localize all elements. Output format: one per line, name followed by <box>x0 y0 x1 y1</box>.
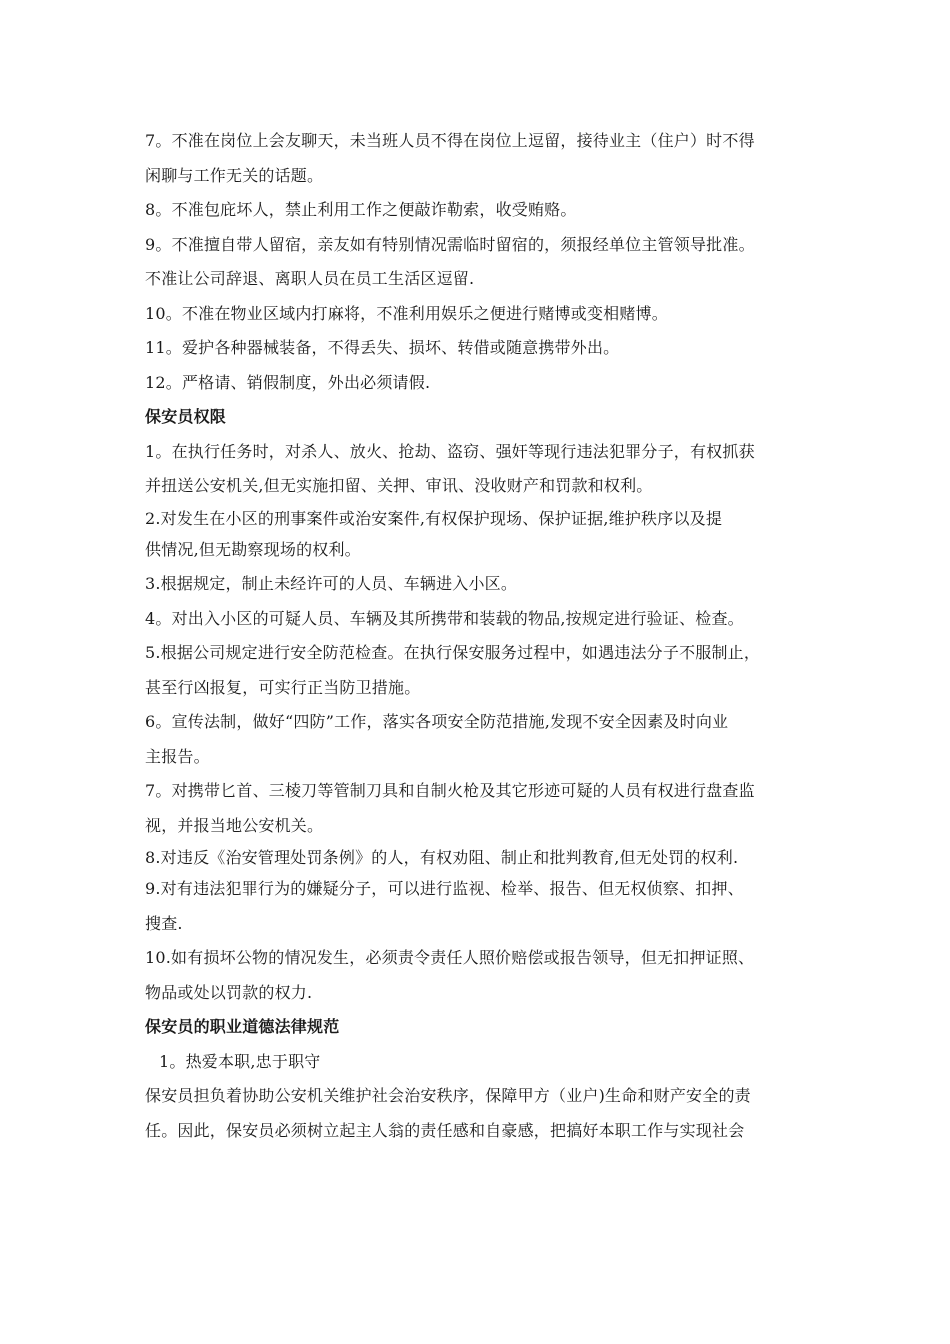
powers-line: 3.根据规定，制止未经许可的人员、车辆进入小区。 <box>145 574 518 593</box>
section-heading-powers: 保安员权限 <box>145 407 227 426</box>
powers-line: 视，并报当地公安机关。 <box>145 815 324 835</box>
powers-line: 搜查. <box>145 913 183 933</box>
powers-line: 8.对违反《治安管理处罚条例》的人，有权劝阻、制止和批判教育,但无处罚的权利. <box>145 848 739 867</box>
document-body <box>145 124 810 1148</box>
powers-line: 5.根据公司规定进行安全防范检查。在执行保安服务过程中，如遇违法分子不服制止， <box>145 643 761 662</box>
powers-line: 10.如有损坏公物的情况发生，必须责令责任人照价赔偿或报告领导，但无扣押证照、 <box>145 948 755 967</box>
rule-line: 闲聊与工作无关的话题。 <box>145 165 324 185</box>
ethics-line: 任。因此，保安员必须树立起主人翁的责任感和自豪感，把搞好本职工作与实现社会 <box>145 1120 745 1140</box>
section-heading-ethics: 保安员的职业道德法律规范 <box>145 1017 340 1036</box>
powers-line: 6。宣传法制，做好“四防”工作，落实各项安全防范措施,发现不安全因素及时向业 <box>145 712 729 731</box>
powers-line: 主报告。 <box>145 746 210 766</box>
ethics-subheading: 1。热爱本职,忠于职守 <box>159 1051 321 1071</box>
powers-line: 供情况,但无勘察现场的权利。 <box>145 539 361 559</box>
rule-line: 不准让公司辞退、离职人员在员工生活区逗留. <box>145 269 475 288</box>
powers-line: 甚至行凶报复，可实行正当防卫措施。 <box>145 677 421 697</box>
ethics-line: 保安员担负着协助公安机关维护社会治安秩序，保障甲方（业户)生命和财产安全的责 <box>145 1086 751 1105</box>
powers-line: 并扭送公安机关,但无实施扣留、关押、审讯、没收财产和罚款和权利。 <box>145 476 653 495</box>
powers-line: 1。在执行任务时，对杀人、放火、抢劫、盗窃、强奸等现行违法犯罪分子，有权抓获 <box>145 441 755 461</box>
powers-line: 4。对出入小区的可疑人员、车辆及其所携带和装载的物品,按规定进行验证、检查。 <box>145 608 744 628</box>
rule-line: 12。严格请、销假制度，外出必须请假. <box>145 372 431 392</box>
powers-line: 2.对发生在小区的刑事案件或治安案件,有权保护现场、保护证据,维护秩序以及提 <box>145 508 723 528</box>
rule-line: 8。不准包庇坏人，禁止利用工作之便敲诈勒索，收受贿赂。 <box>145 200 577 219</box>
rule-line: 9。不准擅自带人留宿，亲友如有特别情况需临时留宿的，须报经单位主管领导批准。 <box>145 234 755 254</box>
powers-line: 物品或处以罚款的权力. <box>145 982 313 1002</box>
powers-line: 7。对携带匕首、三棱刀等管制刀具和自制火枪及其它形迹可疑的人员有权进行盘查监 <box>145 781 755 800</box>
powers-line: 9.对有违法犯罪行为的嫌疑分子，可以进行监视、检举、报告、但无权侦察、扣押、 <box>145 879 744 898</box>
rule-line: 10。不准在物业区域内打麻将，不准利用娱乐之便进行赌博或变相赌博。 <box>145 303 668 323</box>
rule-line: 11。爱护各种器械装备，不得丢失、损坏、转借或随意携带外出。 <box>145 338 620 357</box>
rule-line: 7。不准在岗位上会友聊天，未当班人员不得在岗位上逗留，接待业主（住户）时不得 <box>145 131 755 150</box>
